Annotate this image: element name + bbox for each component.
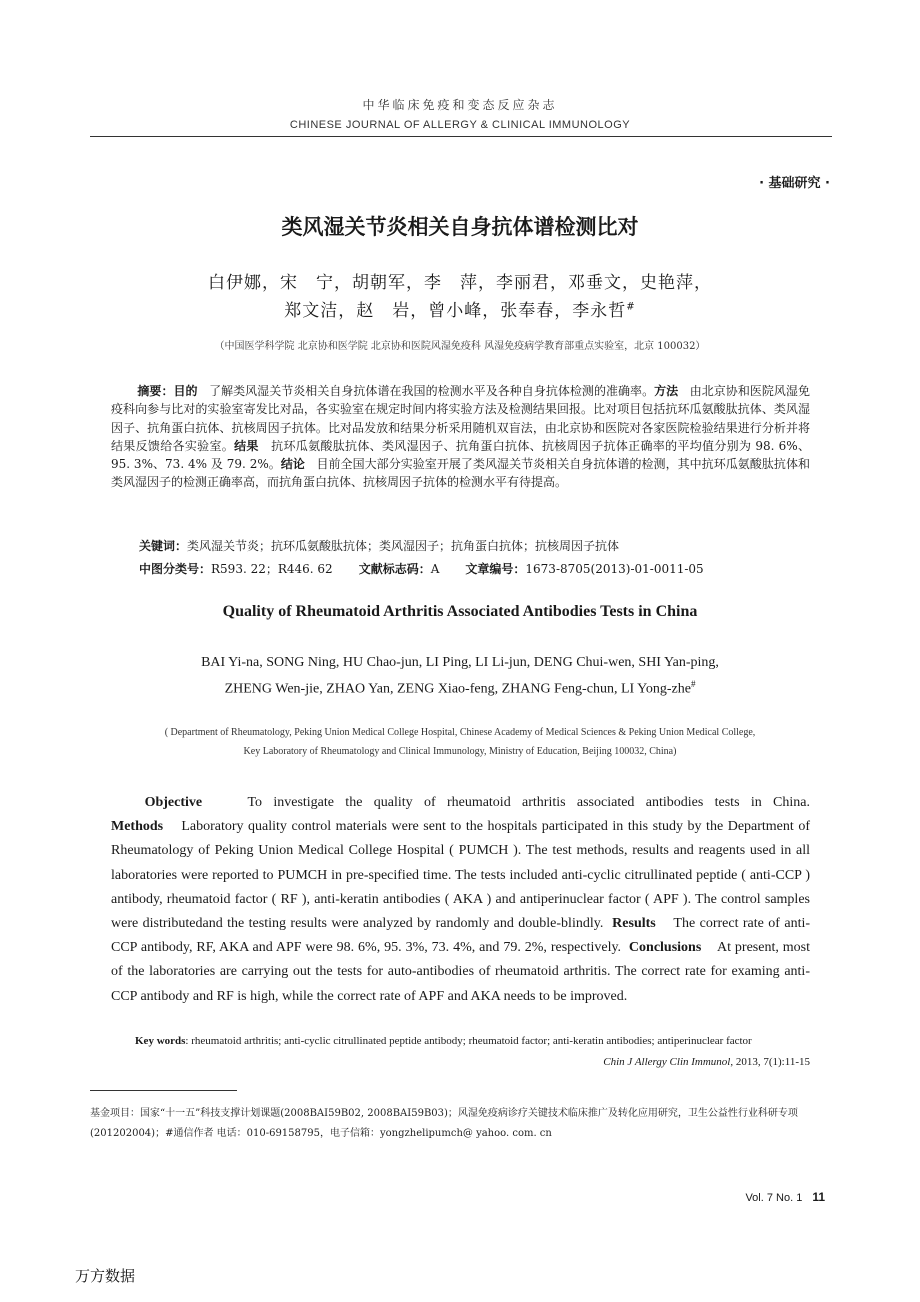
abstract-en-objective-label: Objective	[144, 795, 203, 810]
page-info	[745, 1190, 825, 1204]
abstract-cn-results-label: 结果	[234, 438, 259, 453]
abstract-cn-methods-label: 方法	[654, 384, 679, 398]
citation-line	[603, 1056, 810, 1068]
abstract-cn-conclusions-label: 结论	[280, 457, 305, 472]
article-number-label: 文章编号：	[465, 562, 526, 576]
corresponding-marker-cn: #	[626, 301, 636, 313]
citation-journal: Chin J Allergy Clin Immunol	[603, 1056, 731, 1068]
doc-code-label: 文献标志码：	[358, 562, 431, 576]
keywords-en-label: Key words	[135, 1035, 186, 1047]
authors-cn-line1: 白伊娜，宋 宁，胡朝军，李 萍，李丽君，邓垂文，史艳萍，	[208, 273, 712, 293]
volume-issue: Vol. 7 No. 1	[745, 1192, 803, 1204]
abstract-en-conclusions: At present, most of the laboratories are carrying out the tests for auto-antibodies of rheumatoid arthritis. The correct rate for examing anti-CCP antibody and RF is high, while the correct rate of APF and AKA needs to be improved.	[111, 940, 811, 1004]
abstract-cn	[111, 382, 810, 492]
section-tag: · 基础研究 ·	[759, 176, 830, 191]
footnote-funding: 基金项目：国家“十一五”科技支撑计划课题(2008BAI59B02, 2008BAI59B03)；风湿免疫病诊疗关键技术临床推广及转化应用研究，卫生公益性行业科研专项(201202004)；#通信作者 电话：010-69158795，电子信箱：yongzhelipumch@ yahoo. com. cn	[90, 1108, 798, 1139]
keywords-cn-text: 类风湿关节炎；抗环瓜氨酸肽抗体；类风湿因子；抗角蛋白抗体；抗核周因子抗体	[187, 539, 620, 553]
abstract-en-conclusions-label: Conclusions	[628, 940, 702, 956]
abstract-en-results: The correct rate of anti-CCP antibody, RF, AKA and APF were 98. 6%, 95. 3%, 73. 4%, and 79. 2%, respectively.	[111, 916, 811, 956]
journal-title-en: CHINESE JOURNAL OF ALLERGY & CLINICAL IMMUNOLOGY	[289, 119, 631, 131]
abstract-en-methods: Laboratory quality control materials were sent to the hospitals participated in this study by the Department of Rheumatology of Peking Union Medical College Hospital ( PUMCH ). The test methods, results and reagents used in all laboratories were reported to PUMCH in pre-specified time. The tests included anti-cyclic citrullinated peptide ( anti-CCP ) antibody, rheumatoid factor ( RF ), anti-keratin antibodies ( AKA ) and antiperinuclear factor ( APF ). The control samples were distributedand the testing results were analyzed by randomly and double-blindly.	[111, 819, 810, 932]
keywords-en	[135, 1035, 825, 1047]
abstract-cn-methods: 由北京协和医院风湿免疫科向参与比对的实验室寄发比对品，各实验室在规定时间内将实验方法及检测结果回报。比对项目包括抗环瓜氨酸肽抗体、类风湿因子、抗角蛋白抗体、抗核周因子抗体。比对品发放和结果分析采用随机双盲法，由北京协和医院对各家医院检验结果进行分析并将结果反馈给各实验室。	[111, 384, 810, 453]
keywords-cn-label: 关键词：	[139, 539, 188, 553]
abstract-en-objective: To investigate the quality of rheumatoid arthritis associated antibodies tests in China.	[247, 795, 810, 810]
abstract-cn-conclusions: 目前全国大部分实验室开展了类风湿关节炎相关自身抗体谱的检测，其中抗环瓜氨酸肽抗体和类风湿因子的检测正确率高，而抗角蛋白抗体、抗核周因子抗体的检测水平有待提高。	[111, 457, 810, 490]
article-title-cn: 类风湿关节炎相关自身抗体谱检测比对	[281, 215, 639, 239]
article-title-en: Quality of Rheumatoid Arthritis Associated Antibodies Tests in China	[222, 603, 698, 620]
authors-cn-line2-text: 郑文洁，赵 岩，曾小峰，张奉春，李永哲	[284, 301, 627, 321]
citation-details: , 2013, 7(1):11-15	[730, 1056, 810, 1068]
corresponding-marker-en: #	[690, 679, 696, 689]
header-rule	[90, 136, 832, 137]
wanfang-watermark: 万方数据	[75, 1267, 136, 1285]
abstract-en	[111, 791, 810, 1009]
doc-code-value: A	[430, 562, 440, 576]
clc-value: R593. 22；R446. 62	[211, 562, 333, 576]
authors-en-line1: BAI Yi-na, SONG Ning, HU Chao-jun, LI Ping, LI Li-jun, DENG Chui-wen, SHI Yan-ping,	[201, 655, 719, 670]
authors-en-line2-text: ZHENG Wen-jie, ZHAO Yan, ZENG Xiao-feng, ZHANG Feng-chun, LI Yong-zhe	[224, 681, 691, 697]
footnote-rule	[90, 1090, 237, 1091]
journal-title-cn: 中华临床免疫和变态反应杂志	[362, 98, 558, 112]
abstract-en-results-label: Results	[612, 916, 656, 932]
keywords-cn	[139, 537, 819, 554]
affiliation-en-line2: Key Laboratory of Rheumatology and Clinical Immunology, Ministry of Education, Beijing 100032, China)	[243, 746, 677, 757]
clc-label: 中图分类号：	[139, 562, 212, 576]
page-number: 11	[812, 1190, 825, 1204]
affiliation-cn: （中国医学科学院 北京协和医学院 北京协和医院风湿免疫科 风湿免疫病学教育部重点实验室，北京 100032）	[214, 341, 706, 352]
affiliation-en-line1: ( Department of Rheumatology, Peking Union Medical College Hospital, Chinese Academy of Medical Sciences & Peking Union Medical College,	[164, 727, 756, 738]
authors-cn-line2	[0, 296, 920, 321]
abstract-en-methods-label: Methods	[111, 819, 164, 835]
article-number-value: 1673-8705(2013)-01-0011-05	[525, 562, 704, 576]
abstract-cn-label: 摘要：目的	[137, 384, 198, 398]
keywords-en-text: : rheumatoid arthritis; anti-cyclic citrullinated peptide antibody; rheumatoid factor; anti-keratin antibodies; antiperinuclear factor	[185, 1035, 752, 1047]
abstract-cn-objective: 了解类风湿关节炎相关自身抗体谱在我国的检测水平及各种自身抗体检测的准确率。	[209, 384, 655, 398]
authors-en-line2	[0, 679, 920, 698]
abstract-cn-results: 抗环瓜氨酸肽抗体、类风湿因子、抗角蛋白抗体、抗核周因子抗体正确率的平均值分别为 98. 6%、95. 3%、73. 4% 及 79. 2%。	[111, 438, 810, 472]
classification-line	[139, 560, 819, 577]
